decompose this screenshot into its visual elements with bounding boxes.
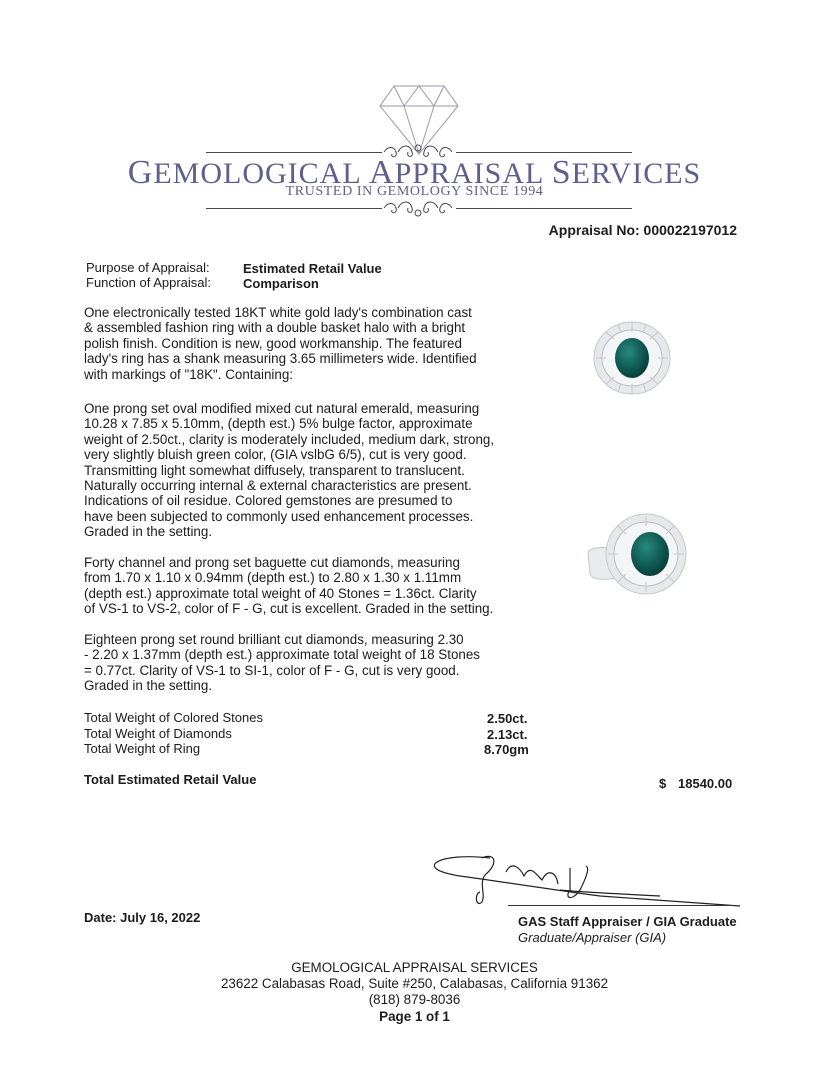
- emerald-description: [84, 401, 509, 540]
- appraisal-date: Date: July 16, 2022: [84, 910, 201, 925]
- function-value: Comparison: [243, 276, 319, 291]
- text-line: & assembled fashion ring with a double basket halo with a bright: [84, 320, 466, 336]
- total-colored-stones-label: Total Weight of Colored Stones: [84, 710, 263, 725]
- text-line: (depth est.) approximate total weight of 40 Stones = 1.36ct. Clarity: [84, 585, 477, 601]
- ring-side-view-photo: [584, 510, 692, 602]
- total-diamonds-value: 2.13ct.: [487, 727, 528, 742]
- total-ring-weight-label: Total Weight of Ring: [84, 741, 201, 756]
- footer-company: GEMOLOGICAL APPRAISAL SERVICES: [291, 960, 538, 975]
- total-diamonds-label: Total Weight of Diamonds: [84, 726, 232, 741]
- ring-top-view-image: [590, 318, 674, 398]
- text-line: Forty channel and prong set baguette cut diamonds, measuring: [84, 555, 460, 570]
- text-line: One electronically tested 18KT white gold lady's combination cast: [84, 305, 472, 320]
- text-line: very slightly bluish green color, (GIA vslbG 6/5), cut is very good.: [84, 447, 467, 463]
- text-line: Naturally occurring internal & external characteristics are present.: [84, 478, 472, 494]
- ring-side-view-image: [584, 510, 692, 602]
- text-line: Indications of oil residue. Colored gemstones are presumed to: [84, 493, 453, 509]
- page-number: Page 1 of 1: [379, 1009, 450, 1024]
- text-line: from 1.70 x 1.10 x 0.94mm (depth est.) to 2.80 x 1.30 x 1.11mm: [84, 570, 462, 586]
- round-diamonds-description: [84, 632, 509, 694]
- text-line: Transmitting light somewhat diffusely, transparent to translucent.: [84, 462, 465, 478]
- text-line: polish finish. Condition is new, good workmanship. The featured: [84, 335, 462, 351]
- retail-value-amount: 18540.00: [678, 776, 733, 791]
- total-colored-stones-value: 2.50ct.: [487, 711, 528, 726]
- ring-top-view-photo: [590, 318, 674, 398]
- text-line: have been subjected to commonly used enhancement processes.: [84, 508, 474, 524]
- appraiser-title: GAS Staff Appraiser / GIA Graduate: [518, 914, 737, 929]
- brand-initial-s: S: [551, 154, 572, 191]
- appraisal-number: Appraisal No: 000022197012: [548, 222, 737, 238]
- footer-phone: (818) 879-8036: [368, 992, 461, 1007]
- brand-initial-g: G: [127, 154, 154, 191]
- brand-initial-a: A: [369, 154, 395, 191]
- purpose-value: Estimated Retail Value: [243, 261, 382, 276]
- brand-tagline: TRUSTED IN GEMOLOGY SINCE 1994: [285, 184, 544, 199]
- text-line: - 2.20 x 1.37mm (depth est.) approximate total weight of 18 Stones: [84, 647, 480, 663]
- text-line: Graded in the setting.: [84, 678, 213, 694]
- text-line: = 0.77ct. Clarity of VS-1 to SI-1, color of F - G, cut is very good.: [84, 662, 460, 678]
- retail-value-label: Total Estimated Retail Value: [84, 772, 257, 787]
- text-line: weight of 2.50ct., clarity is moderately included, medium dark, strong,: [84, 431, 495, 447]
- appraiser-subtitle: Graduate/Appraiser (GIA): [518, 930, 667, 945]
- header-divider-bottom-left: [206, 208, 382, 209]
- text-line: lady's ring has a shank measuring 3.65 millimeters wide. Identified: [84, 351, 477, 367]
- text-line: Graded in the setting.: [84, 524, 213, 540]
- brand-text-3: ERVICES: [571, 157, 702, 190]
- header-divider-top-left: [206, 152, 382, 153]
- retail-value-currency: $: [659, 776, 667, 791]
- text-line: One prong set oval modified mixed cut natural emerald, measuring: [84, 401, 480, 416]
- text-line: of VS-1 to VS-2, color of F - G, cut is excellent. Graded in the setting.: [84, 601, 494, 617]
- text-line: with markings of "18K". Containing:: [84, 366, 293, 382]
- ring-description: [84, 305, 509, 382]
- signature-line: [508, 905, 734, 906]
- flourish-bottom-icon: [378, 198, 458, 218]
- function-label: Function of Appraisal:: [86, 275, 212, 290]
- signature-icon: [420, 850, 740, 910]
- header-divider-bottom-right: [456, 208, 632, 209]
- purpose-label: Purpose of Appraisal:: [86, 260, 210, 275]
- brand-text-2: PPRAISAL: [394, 157, 552, 190]
- text-line: 10.28 x 7.85 x 5.10mm, (depth est.) 5% bulge factor, approximate: [84, 416, 473, 432]
- brand-text-1: EMOLOGICAL: [153, 157, 370, 190]
- text-line: Eighteen prong set round brilliant cut diamonds, measuring 2.30: [84, 632, 464, 647]
- baguette-diamonds-description: [84, 555, 509, 617]
- total-ring-weight-value: 8.70gm: [484, 742, 529, 757]
- footer-address: 23622 Calabasas Road, Suite #250, Calabasas, California 91362: [220, 976, 609, 991]
- header-divider-top-right: [456, 152, 632, 153]
